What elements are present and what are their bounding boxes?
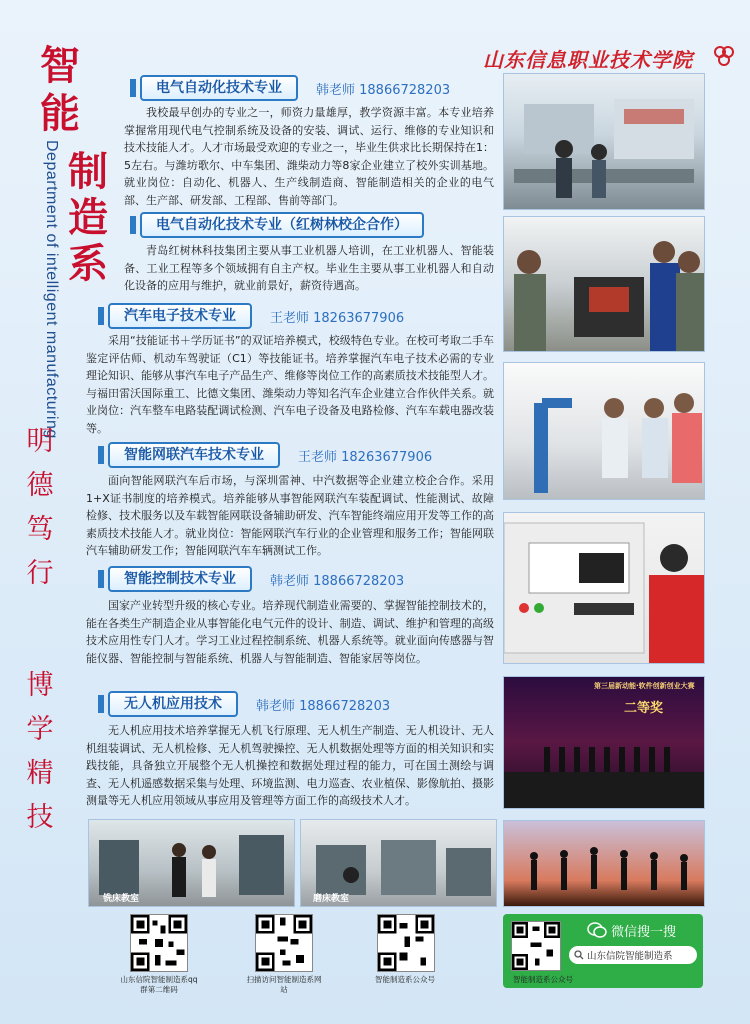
title-char-1: 智 [40, 42, 80, 89]
photo-caption: 铣床教室 [103, 894, 140, 904]
motto-2-char: 博 [26, 670, 54, 701]
title-char-3: 制 [68, 148, 108, 195]
qr-caption: 扫描访问智能制造系网站 [246, 975, 322, 994]
wechat-icon [587, 922, 607, 938]
section-text: 采用“技能证书＋学历证书”的双证培养模式，校级特色专业。在校可考取二手车鉴定评估师、机动车驾驶证（C1）等技能证书。培养掌握汽车电子技术必需的专业理论知识、能够从事汽车电子产品生产、维修等岗位工作的高素质技术技能型人才。与福田雷沃国际重工、比德文集团、潍柴动力等知名汽车企业建立合作伙伴关系。就业岗位：汽车整车电路装配调试检测、汽车电子设备及电路检修、汽车车载电器改装等。 [86, 334, 494, 435]
section-title: 电气自动化技术专业（红树林校企合作） [140, 212, 424, 238]
school-emblem-icon [712, 44, 736, 68]
wechat-search-box[interactable] [569, 946, 697, 964]
section-text: 国家产业转型升级的核心专业。培养现代制造业需要的、掌握智能控制技术的，能在各类生产制造企业从事智能化电气元件的设计、制造、调试、维护和管理的高级技术应用性专门人才。学习工业过程控制系统、机器人系统等。就业面向传感器与智能仪器、智能控制与智能系统、机器人与智能制造、智能家居等岗位。 [86, 599, 494, 665]
section-contact: 韩老师 18866728203 [256, 698, 391, 714]
console-scene-icon [504, 513, 704, 663]
photo-award-ceremony [503, 676, 705, 809]
qr-code-icon [512, 922, 560, 970]
motto-1-char: 德 [26, 470, 54, 501]
section-header-electrical-automation [140, 76, 450, 100]
award-banner-text: 第三届新动能·软件创新创业大赛 [594, 682, 695, 690]
section-header-electrical-automation-coop [140, 213, 424, 237]
section-header-auto-electronics [108, 304, 404, 328]
photo-milling-classroom [88, 819, 295, 907]
wechat-search-label: 微信搜一搜 [611, 925, 677, 940]
section-title: 电气自动化技术专业 [140, 75, 298, 101]
section-header-connected-vehicles [108, 443, 432, 467]
section-text: 青岛红树林科技集团主要从事工业机器人培训，在工业机器人、智能装备、工业工程等多个领域拥有自主产权。毕业生主要从事工业机器人和自动化设备的应用与维护，就业前景好，薪资待遇高。 [124, 244, 494, 292]
section-text: 无人机应用技术培养掌握无人机飞行原理、无人机生产制造、无人机设计、无人机组装调试、无人机检修、无人机驾驶操控、无人机数据处理等方面的相关知识和实践技能，具备独立开展整个无人机操控和数据处理过程的能力，可在国土测绘与调查、无人机遥感数据采集与处理、环境监测、电力巡查、农业植保、影像航拍、摄影测量等无人机应用领域从事应用及管理等方面工作的高级技术人才。 [86, 724, 494, 807]
motto-1-char: 笃 [26, 514, 54, 545]
qr-caption: 智能制造系公众号 [375, 975, 435, 984]
photo-robot-training [503, 216, 705, 352]
motto-2-char: 技 [26, 802, 54, 833]
section-text: 我校最早创办的专业之一，师资力量雄厚，教学资源丰富。本专业培养掌握常用现代电气控制系统及设备的安装、调试、运行、维修的专业知识和技术技能人才。人才市场最受欢迎的专业之一，毕业生供求比长期保持在1：5左右。与潍坊歌尔、中车集团、潍柴动力等8家企业建立了校外实训基地。就业岗位：自动化、机器人、生产线制造商、智能制造相关的企业的电气部、生产部、研发部、工程部、售前等部门。 [124, 106, 494, 207]
search-icon [574, 950, 584, 960]
photo-caption: 磨床教室 [313, 894, 350, 904]
ceremony-scene-icon [504, 677, 704, 808]
title-char-4: 造 [68, 194, 108, 241]
section-contact: 王老师 18263677906 [298, 449, 433, 465]
qr-code-official-account[interactable] [377, 914, 435, 972]
section-header-intelligent-control [108, 567, 404, 591]
motto-1-char: 明 [26, 426, 54, 457]
motto-1-char: 行 [26, 558, 54, 589]
robot-arm-scene-icon [504, 363, 704, 499]
title-char-2: 能 [40, 90, 80, 137]
dancers-scene-icon [504, 821, 704, 906]
qr-code-wechat[interactable] [511, 921, 561, 971]
photo-dance-performance [503, 820, 705, 907]
title-char-5: 系 [68, 240, 108, 287]
photo-control-console [503, 512, 705, 664]
qr-code-icon [256, 915, 312, 971]
section-contact: 韩老师 18866728203 [316, 82, 451, 98]
qr-code-qq-group[interactable] [130, 914, 188, 972]
qr-code-icon [131, 915, 187, 971]
wechat-search-term: 山东信院智能制造系 [587, 951, 673, 962]
qr-caption: 智能制造系公众号 [513, 975, 573, 984]
section-title: 无人机应用技术 [108, 691, 238, 717]
section-header-drone [108, 692, 390, 716]
motto-2-char: 学 [26, 714, 54, 745]
school-logo-text: 山东信息职业技术学院 [483, 48, 693, 72]
motto-1 [22, 420, 58, 596]
section-contact: 王老师 18263677906 [270, 310, 405, 326]
section-title: 汽车电子技术专业 [108, 303, 252, 329]
section-contact: 韩老师 18866728203 [270, 573, 405, 589]
photo-auto-electronics [503, 362, 705, 500]
lab-scene-icon [504, 74, 704, 209]
section-title: 智能控制技术专业 [108, 566, 252, 592]
photo-grinding-classroom [300, 819, 497, 907]
qr-caption: 山东信院智能制造系qq 群第二维码 [120, 975, 198, 994]
qr-code-icon [378, 915, 434, 971]
qr-code-website[interactable] [255, 914, 313, 972]
award-prize-text: 二等奖 [624, 701, 664, 716]
department-english-name: Department of intelligent manufacturing [43, 140, 60, 439]
section-text: 面向智能网联汽车后市场，与深圳雷神、中汽数据等企业建立校企合作。采用1+X证书制度的培养模式。培养能够从事智能网联汽车装配调试、性能测试、故障检修、技术服务以及车载智能网联设备辅助研发、汽车智能终端应用开发等工作的高素质技术技能人才。就业岗位：智能网联汽车行业的企业管理和服务工作；智能网联汽车辅助研发工作；智能网联汽车车辆测试工作。 [86, 474, 494, 557]
section-title: 智能网联汽车技术专业 [108, 442, 280, 468]
students-scene-icon [504, 217, 704, 351]
motto-2-char: 精 [26, 758, 54, 789]
motto-2 [22, 664, 58, 840]
photo-electrical-lab [503, 73, 705, 210]
